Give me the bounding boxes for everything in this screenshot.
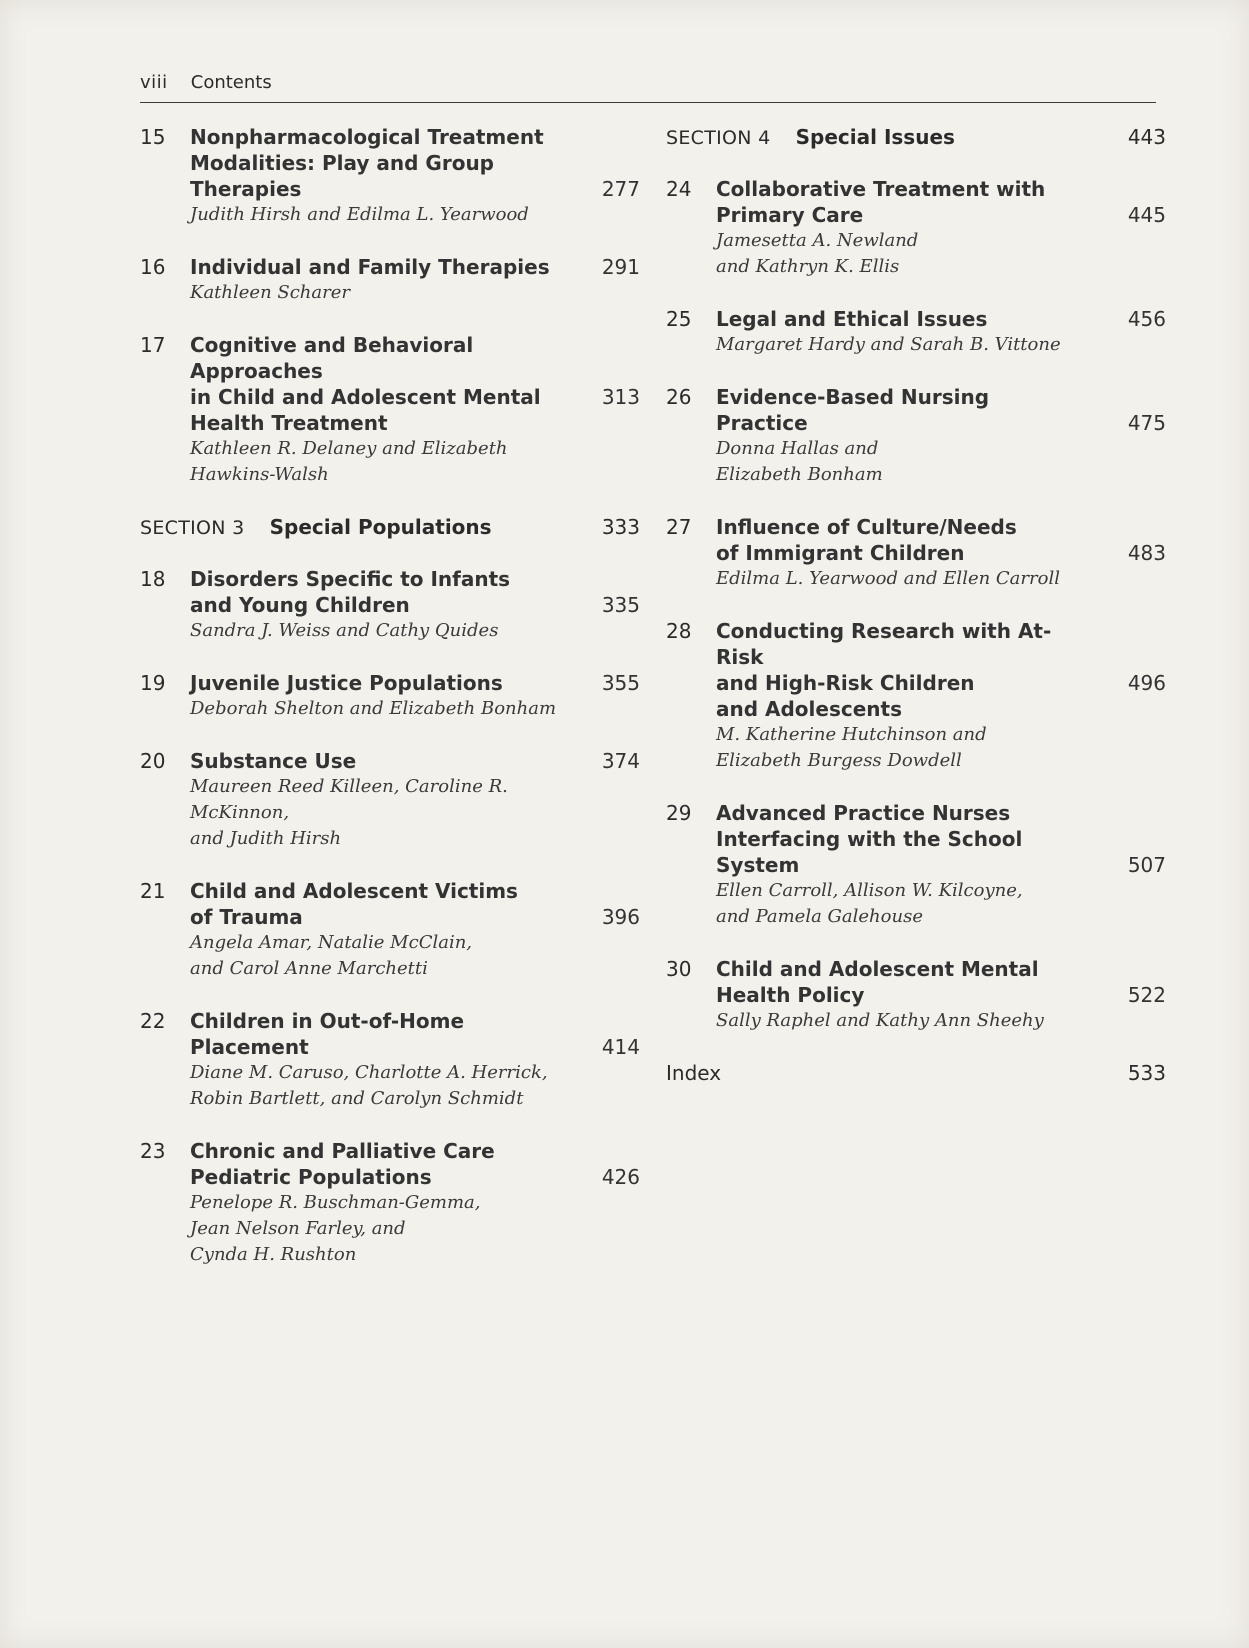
chapter-title-line: Legal and Ethical Issues bbox=[716, 307, 988, 331]
toc-entry bbox=[666, 514, 1166, 592]
chapter-authors-line: Cynda H. Rushton bbox=[190, 1244, 357, 1265]
page-number: 426 bbox=[601, 1165, 640, 1189]
chapter-authors-line: Elizabeth Bonham bbox=[716, 464, 883, 485]
entry-body bbox=[190, 332, 570, 488]
chapter-authors-line: M. Katherine Hutchinson and bbox=[716, 724, 987, 745]
chapter-authors-line: Elizabeth Burgess Dowdell bbox=[716, 750, 962, 771]
chapter-title-line: Evidence-Based Nursing bbox=[716, 385, 990, 409]
chapter-title-line: Cognitive and Behavioral Approaches bbox=[190, 333, 474, 383]
chapter-authors-line: and Kathryn K. Ellis bbox=[716, 256, 900, 277]
chapter-title-line: Advanced Practice Nurses bbox=[716, 801, 1011, 825]
entry-body bbox=[190, 1008, 570, 1112]
chapter-number: 28 bbox=[666, 619, 692, 643]
page-number: 374 bbox=[601, 749, 640, 773]
chapter-authors-line: Donna Hallas and bbox=[716, 438, 879, 459]
entry-body bbox=[190, 878, 570, 982]
section-label: SECTION 4 bbox=[666, 127, 771, 149]
chapter-title-line: Modalities: Play and Group bbox=[190, 151, 494, 175]
chapter-authors-line: Judith Hirsh and Edilma L. Yearwood bbox=[190, 204, 529, 225]
chapter-title-line: and Adolescents bbox=[716, 697, 902, 721]
entry-body bbox=[716, 514, 1096, 592]
toc-entry bbox=[666, 384, 1166, 488]
page-number: 496 bbox=[1127, 671, 1166, 695]
entry-body bbox=[716, 176, 1096, 280]
toc-entry bbox=[140, 748, 640, 852]
page-number: 396 bbox=[601, 905, 640, 929]
entry-body bbox=[190, 748, 570, 852]
page-number: 414 bbox=[601, 1035, 640, 1059]
chapter-title-line: Collaborative Treatment with bbox=[716, 177, 1046, 201]
toc-entry bbox=[140, 566, 640, 644]
toc-entry bbox=[140, 332, 640, 488]
chapter-authors-line: Ellen Carroll, Allison W. Kilcoyne, bbox=[716, 880, 1023, 901]
chapter-number: 26 bbox=[666, 385, 692, 409]
page-number: 291 bbox=[601, 255, 640, 279]
chapter-number: 30 bbox=[666, 957, 692, 981]
toc-entry bbox=[140, 670, 640, 722]
entry-body bbox=[190, 124, 570, 228]
toc-entry bbox=[666, 800, 1166, 930]
page-number: 507 bbox=[1127, 853, 1166, 877]
entry-body bbox=[190, 566, 570, 644]
chapter-number: 22 bbox=[140, 1009, 166, 1033]
section-name: Special Issues bbox=[795, 125, 955, 149]
entry-body bbox=[716, 384, 1096, 488]
section-label: SECTION 3 bbox=[140, 517, 245, 539]
chapter-title-line: Health Policy bbox=[716, 983, 865, 1007]
page-folio: viii bbox=[140, 72, 168, 93]
chapter-number: 29 bbox=[666, 801, 692, 825]
chapter-title-line: Individual and Family Therapies bbox=[190, 255, 550, 279]
chapter-authors-line: and Carol Anne Marchetti bbox=[190, 958, 428, 979]
chapter-title-line: Nonpharmacological Treatment bbox=[190, 125, 544, 149]
chapter-authors-line: Sally Raphel and Kathy Ann Sheehy bbox=[716, 1010, 1044, 1031]
toc-entry bbox=[666, 176, 1166, 280]
chapter-authors-line: Kathleen Scharer bbox=[190, 282, 350, 303]
entry-body bbox=[190, 670, 570, 722]
page-number: 355 bbox=[601, 671, 640, 695]
chapter-authors-line: Deborah Shelton and Elizabeth Bonham bbox=[190, 698, 557, 719]
chapter-authors-line: and Judith Hirsh bbox=[190, 828, 342, 849]
chapter-title-line: Child and Adolescent Victims bbox=[190, 879, 518, 903]
chapter-number: 25 bbox=[666, 307, 692, 331]
right-entries-group bbox=[666, 176, 1166, 1034]
chapter-title-line: in Child and Adolescent Mental bbox=[190, 385, 541, 409]
index-entry bbox=[666, 1060, 1166, 1086]
chapter-authors-line: Kathleen R. Delaney and Elizabeth bbox=[190, 438, 508, 459]
chapter-number: 21 bbox=[140, 879, 166, 903]
chapter-title-line: Chronic and Palliative Care bbox=[190, 1139, 495, 1163]
toc-entry bbox=[666, 306, 1166, 358]
toc-entry bbox=[666, 618, 1166, 774]
section-name: Special Populations bbox=[269, 515, 492, 539]
chapter-title-line: of Immigrant Children bbox=[716, 541, 965, 565]
chapter-title-line: Children in Out-of-Home bbox=[190, 1009, 465, 1033]
chapter-authors-line: Hawkins-Walsh bbox=[190, 464, 329, 485]
toc-entry bbox=[140, 1138, 640, 1268]
section-page: 443 bbox=[1127, 125, 1166, 149]
chapter-number: 20 bbox=[140, 749, 166, 773]
toc-entry bbox=[140, 254, 640, 306]
chapter-title-line: Health Treatment bbox=[190, 411, 388, 435]
chapter-authors-line: Margaret Hardy and Sarah B. Vittone bbox=[716, 334, 1061, 355]
chapter-title-line: Placement bbox=[190, 1035, 309, 1059]
chapter-number: 24 bbox=[666, 177, 692, 201]
chapter-number: 23 bbox=[140, 1139, 166, 1163]
chapter-authors-line: Diane M. Caruso, Charlotte A. Herrick, bbox=[190, 1062, 548, 1083]
page-number: 335 bbox=[601, 593, 640, 617]
entry-body bbox=[716, 306, 1096, 358]
entry-body bbox=[190, 1138, 570, 1268]
page-number: 445 bbox=[1127, 203, 1166, 227]
chapter-title-line: and Young Children bbox=[190, 593, 410, 617]
toc-left-column bbox=[140, 124, 640, 1294]
index-page: 533 bbox=[1127, 1061, 1166, 1085]
chapter-title-line: of Trauma bbox=[190, 905, 303, 929]
toc-entry bbox=[140, 1008, 640, 1112]
section-heading bbox=[666, 124, 1166, 150]
chapter-number: 15 bbox=[140, 125, 166, 149]
chapter-authors-line: Penelope R. Buschman-Gemma, bbox=[190, 1192, 481, 1213]
chapter-number: 18 bbox=[140, 567, 166, 591]
chapter-authors-line: and Pamela Galehouse bbox=[716, 906, 923, 927]
chapter-authors-line: Jamesetta A. Newland bbox=[716, 230, 919, 251]
chapter-title-line: Influence of Culture/Needs bbox=[716, 515, 1017, 539]
chapter-number: 27 bbox=[666, 515, 692, 539]
page-number: 475 bbox=[1127, 411, 1166, 435]
chapter-title-line: Primary Care bbox=[716, 203, 864, 227]
toc-entry bbox=[140, 124, 640, 228]
chapter-number: 19 bbox=[140, 671, 166, 695]
page-number: 313 bbox=[601, 385, 640, 409]
chapter-title-line: Practice bbox=[716, 411, 808, 435]
chapter-title-line: Child and Adolescent Mental bbox=[716, 957, 1039, 981]
toc-right-column bbox=[666, 124, 1166, 1086]
running-header bbox=[140, 72, 1156, 103]
chapter-title-line: Interfacing with the School bbox=[716, 827, 1023, 851]
index-label: Index bbox=[666, 1061, 722, 1085]
running-title: Contents bbox=[190, 72, 272, 93]
entry-body bbox=[190, 254, 570, 306]
entry-body bbox=[716, 618, 1096, 774]
chapter-title-line: Conducting Research with At-Risk bbox=[716, 619, 1052, 669]
chapter-title-line: Juvenile Justice Populations bbox=[190, 671, 503, 695]
toc-entry bbox=[140, 878, 640, 982]
chapter-authors-line: Sandra J. Weiss and Cathy Quides bbox=[190, 620, 499, 641]
page-number: 456 bbox=[1127, 307, 1166, 331]
chapter-number: 17 bbox=[140, 333, 166, 357]
chapter-title-line: Pediatric Populations bbox=[190, 1165, 432, 1189]
page-number: 522 bbox=[1127, 983, 1166, 1007]
chapter-title-line: and High-Risk Children bbox=[716, 671, 975, 695]
chapter-title-line: System bbox=[716, 853, 800, 877]
chapter-number: 16 bbox=[140, 255, 166, 279]
chapter-authors-line: Edilma L. Yearwood and Ellen Carroll bbox=[716, 568, 1060, 589]
section-page: 333 bbox=[601, 515, 640, 539]
entry-body bbox=[716, 956, 1096, 1034]
section-heading bbox=[140, 514, 640, 540]
left-entries-group-b bbox=[140, 566, 640, 1268]
chapter-authors-line: Angela Amar, Natalie McClain, bbox=[190, 932, 473, 953]
chapter-title-line: Substance Use bbox=[190, 749, 357, 773]
page-number: 483 bbox=[1127, 541, 1166, 565]
chapter-title-line: Disorders Specific to Infants bbox=[190, 567, 511, 591]
chapter-authors-line: Maureen Reed Killeen, Caroline R. McKinnon, bbox=[190, 776, 508, 823]
toc-entry bbox=[666, 956, 1166, 1034]
page-number: 277 bbox=[601, 177, 640, 201]
left-entries-group-a bbox=[140, 124, 640, 488]
entry-body bbox=[716, 800, 1096, 930]
chapter-authors-line: Robin Bartlett, and Carolyn Schmidt bbox=[190, 1088, 524, 1109]
chapter-authors-line: Jean Nelson Farley, and bbox=[190, 1218, 406, 1239]
chapter-title-line: Therapies bbox=[190, 177, 302, 201]
